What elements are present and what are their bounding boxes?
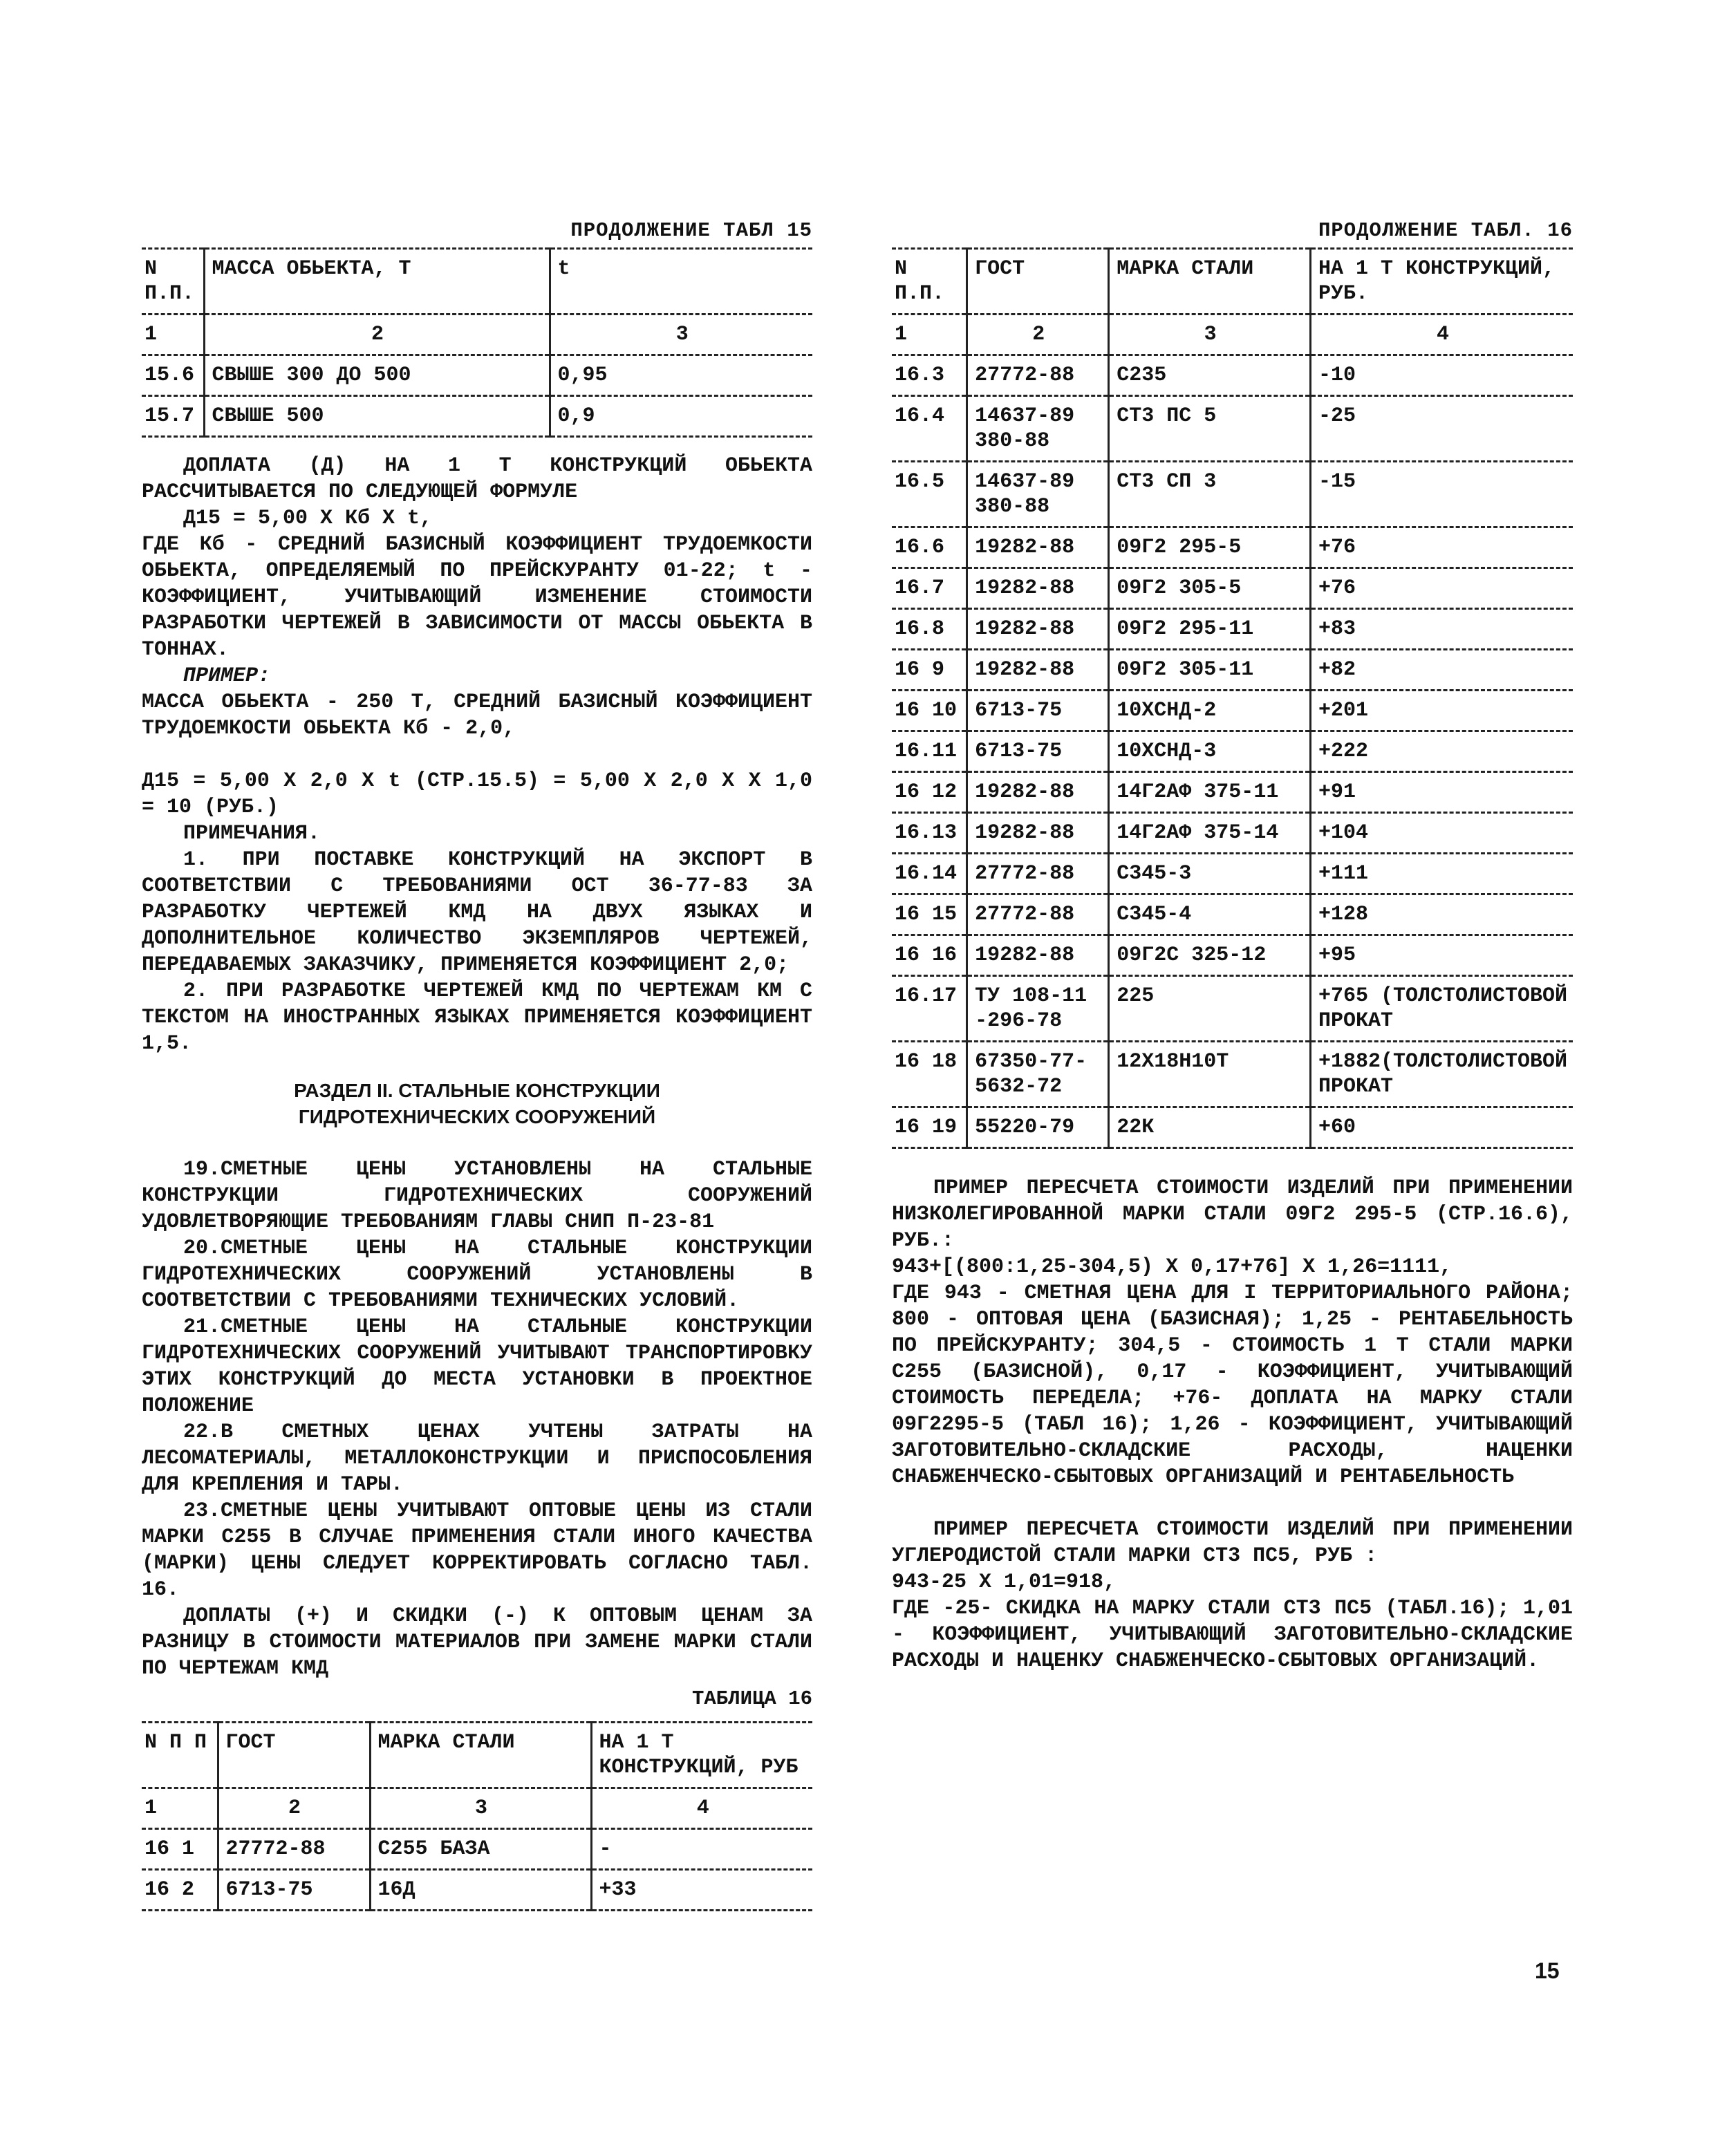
cell: -25: [1310, 396, 1573, 462]
table-row: [892, 462, 1573, 527]
header-cell: N П.П.: [892, 249, 967, 315]
cell: 09Г2 305-5: [1109, 568, 1311, 609]
table-row: [892, 731, 1573, 772]
cell: 19282-88: [967, 650, 1109, 691]
cell: +222: [1310, 731, 1573, 772]
cell: 19282-88: [967, 568, 1109, 609]
table-16-start: [142, 1721, 812, 1911]
table-row: [892, 976, 1573, 1042]
page-number: 15: [1535, 1958, 1560, 1983]
surcharge-paragraph: ДОПЛАТА (Д) НА 1 Т КОНСТРУКЦИЙ ОБЬЕКТА РАССЧИТЫВАЕТСЯ ПО СЛЕДУЮЩЕЙ ФОРМУЛЕ: [142, 454, 812, 504]
table-row: [892, 355, 1573, 396]
cell: 09Г2 295-11: [1109, 609, 1311, 650]
column-number: 1: [142, 1788, 218, 1829]
note-1: 1. ПРИ ПОСТАВКЕ КОНСТРУКЦИЙ НА ЭКСПОРТ В СООТВЕТСТВИИ С ТРЕБОВАНИЯМИ ОСТ 36-77-83 ЗА РАЗРАБОТКУ ЧЕРТЕЖЕЙ КМД НА ДВУХ ЯЗЫКАХ И ДОПОЛНИТЕЛЬНОЕ КОЛИЧЕСТВО ЭКЗЕМПЛЯРОВ ЧЕРТЕЖЕЙ, ПЕРЕДАВАЕМЫХ ЗАКАЗЧИКУ, ПРИМЕНЯЕТСЯ КОЭФФИЦИЕНТ 2,0;: [142, 848, 812, 977]
cell: 19282-88: [967, 609, 1109, 650]
cell: 10ХСНД-3: [1109, 731, 1311, 772]
notes-label: ПРИМЕЧАНИЯ.: [183, 822, 321, 845]
formula-2: Д15 = 5,00 Х 2,0 Х t (СТР.15.5) = 5,00 Х 2,0 Х Х 1,0 = 10 (РУБ.): [142, 769, 812, 819]
left-column: [142, 214, 812, 1911]
cell: 16 1: [142, 1829, 218, 1870]
right-column: [892, 214, 1573, 1674]
cell: +111: [1310, 854, 1573, 894]
paragraph-23: 23.СМЕТНЫЕ ЦЕНЫ УЧИТЫВАЮТ ОПТОВЫЕ ЦЕНЫ ИЗ СТАЛИ МАРКИ С255 В СЛУЧАЕ ПРИМЕНЕНИЯ СТАЛИ ИНОГО КАЧЕСТВА (МАРКИ) ЦЕНЫ СЛЕДУЕТ КОРРЕКТИРОВАТЬ СОГЛАСНО ТАБЛ. 16.: [142, 1499, 812, 1602]
cell: 16.6: [892, 527, 967, 568]
cell: 16 19: [892, 1107, 967, 1148]
cell: 16.8: [892, 609, 967, 650]
paragraph-21: 21.СМЕТНЫЕ ЦЕНЫ НА СТАЛЬНЫЕ КОНСТРУКЦИИ ГИДРОТЕХНИЧЕСКИХ СООРУЖЕНИЙ УЧИТЫВАЮТ ТРАНСПОРТИРОВКУ ЭТИХ КОНСТРУКЦИЙ ДО МЕСТА УСТАНОВКИ В ПРОЕКТНОЕ ПОЛОЖЕНИЕ: [142, 1315, 812, 1418]
cell: +91: [1310, 772, 1573, 813]
paragraph-22: 22.В СМЕТНЫХ ЦЕНАХ УЧТЕНЫ ЗАТРАТЫ НА ЛЕСОМАТЕРИАЛЫ, МЕТАЛЛОКОНСТРУКЦИИ И ПРИСПОСОБЛЕНИЯ ДЛЯ КРЕПЛЕНИЯ И ТАРЫ.: [142, 1421, 812, 1497]
cell: +82: [1310, 650, 1573, 691]
table-row: [142, 396, 812, 437]
column-number: 4: [591, 1788, 812, 1829]
cell: 6713-75: [218, 1870, 370, 1911]
column-number: 2: [204, 315, 550, 355]
cell: 12Х18Н10Т: [1109, 1042, 1311, 1107]
table-row: [892, 396, 1573, 462]
column-number: 2: [218, 1788, 370, 1829]
cell: 16 18: [892, 1042, 967, 1107]
cell: -10: [1310, 355, 1573, 396]
cell: 16.17: [892, 976, 967, 1042]
cell: С345-3: [1109, 854, 1311, 894]
table-row: [892, 772, 1573, 813]
cell: 16Д: [370, 1870, 591, 1911]
note-2: 2. ПРИ РАЗРАБОТКЕ ЧЕРТЕЖЕЙ КМД ПО ЧЕРТЕЖАМ КМ С ТЕКСТОМ НА ИНОСТРАННЫХ ЯЗЫКАХ ПРИМЕНЯЕТСЯ КОЭФФИЦИЕНТ 1,5.: [142, 979, 812, 1056]
table-row: [892, 568, 1573, 609]
cell: 6713-75: [967, 731, 1109, 772]
cell: 19282-88: [967, 772, 1109, 813]
cell: 16.4: [892, 396, 967, 462]
table-body: [892, 355, 1573, 1148]
cell: СВЫШЕ 500: [204, 396, 550, 437]
example-2-formula: 943-25 Х 1,01=918,: [892, 1571, 1117, 1594]
header-cell: t: [550, 249, 812, 315]
header-cell: ГОСТ: [218, 1723, 370, 1788]
header-cell: N П.П.: [142, 249, 204, 315]
table-header-row: [142, 1723, 812, 1788]
cell: +76: [1310, 568, 1573, 609]
header-cell: ГОСТ: [967, 249, 1109, 315]
table-row: [892, 691, 1573, 731]
cell: +201: [1310, 691, 1573, 731]
section-title: [142, 1078, 812, 1130]
cell: СТ3 СП 3: [1109, 462, 1311, 527]
cell: 16 10: [892, 691, 967, 731]
section-title-line-2: ГИДРОТЕХНИЧЕСКИХ СООРУЖЕНИЙ: [298, 1106, 656, 1127]
cell: -: [591, 1829, 812, 1870]
cell: +60: [1310, 1107, 1573, 1148]
table16-label: ТАБЛИЦА 16: [691, 1687, 812, 1710]
cell: 14Г2АФ 375-11: [1109, 772, 1311, 813]
example-2-where: ГДЕ -25- СКИДКА НА МАРКУ СТАЛИ СТ3 ПС5 (ТАБЛ.16); 1,01 - КОЭФФИЦИЕНТ, УЧИТЫВАЮЩИЙ ЗАГОТОВИТЕЛЬНО-СКЛАДСКИЕ РАСХОДЫ И НАЦЕНКУ СНАБЖЕНЧЕСКО-СБЫТОВЫХ ОРГАНИЗАЦИЙ.: [892, 1597, 1573, 1673]
cell: 14Г2АФ 375-14: [1109, 813, 1311, 854]
cell: 0,95: [550, 355, 812, 396]
table-header-row: [892, 249, 1573, 315]
table-row: [892, 935, 1573, 976]
table-row: [892, 813, 1573, 854]
header-cell: МАРКА СТАЛИ: [370, 1723, 591, 1788]
cell: 14637-89 380-88: [967, 396, 1109, 462]
paragraph-19: 19.СМЕТНЫЕ ЦЕНЫ УСТАНОВЛЕНЫ НА СТАЛЬНЫЕ КОНСТРУКЦИИ ГИДРОТЕХНИЧЕСКИХ СООРУЖЕНИЙ УДОВЛЕТВОРЯЮЩИЕ ТРЕБОВАНИЯМ ГЛАВЫ СНИП П-23-81: [142, 1158, 812, 1234]
cell: ТУ 108-11 -296-78: [967, 976, 1109, 1042]
cell: 27772-88: [967, 854, 1109, 894]
cell: +95: [1310, 935, 1573, 976]
cell: 19282-88: [967, 813, 1109, 854]
column-number: 3: [370, 1788, 591, 1829]
column-number-row: [892, 315, 1573, 355]
cell: 0,9: [550, 396, 812, 437]
example-1-formula: 943+[(800:1,25-304,5) Х 0,17+76] Х 1,26=1111,: [892, 1255, 1453, 1279]
cell: С345-4: [1109, 894, 1311, 935]
cell: 14637-89 380-88: [967, 462, 1109, 527]
cell: 27772-88: [218, 1829, 370, 1870]
cell: 22К: [1109, 1107, 1311, 1148]
cell: 15.6: [142, 355, 204, 396]
example-2: ПРИМЕР ПЕРЕСЧЕТА СТОИМОСТИ ИЗДЕЛИЙ ПРИ ПРИМЕНЕНИИ УГЛЕРОДИСТОЙ СТАЛИ МАРКИ СТ3 ПС5, РУБ :: [892, 1518, 1573, 1568]
example-text: МАССА ОБЬЕКТА - 250 Т, СРЕДНИЙ БАЗИСНЫЙ КОЭФФИЦИЕНТ ТРУДОЕМКОСТИ ОБЬЕКТА Кб - 2,0,: [142, 691, 812, 740]
column-number: 1: [892, 315, 967, 355]
cell: 27772-88: [967, 355, 1109, 396]
table-15: [142, 247, 812, 438]
cell: 15.7: [142, 396, 204, 437]
cell: 16 9: [892, 650, 967, 691]
column-number: 1: [142, 315, 204, 355]
table-row: [142, 1870, 812, 1911]
header-cell: НА 1 Т КОНСТРУКЦИЙ, РУБ.: [1310, 249, 1573, 315]
cell: 10ХСНД-2: [1109, 691, 1311, 731]
table-row: [892, 1107, 1573, 1148]
cell: +33: [591, 1870, 812, 1911]
cell: 225: [1109, 976, 1311, 1042]
cell: 09Г2С 325-12: [1109, 935, 1311, 976]
header-cell: N П П: [142, 1723, 218, 1788]
paragraph-20: 20.СМЕТНЫЕ ЦЕНЫ НА СТАЛЬНЫЕ КОНСТРУКЦИИ ГИДРОТЕХНИЧЕСКИХ СООРУЖЕНИЙ УСТАНОВЛЕНЫ В СООТВЕТСТВИИ С ТРЕБОВАНИЯМИ ТЕХНИЧЕСКИХ УСЛОВИЙ.: [142, 1237, 812, 1313]
cell: 16 12: [892, 772, 967, 813]
column-number: 4: [1310, 315, 1573, 355]
cell: 67350-77- 5632-72: [967, 1042, 1109, 1107]
table-row: [892, 609, 1573, 650]
table15-caption: ПРОДОЛЖЕНИЕ ТАБЛ 15: [570, 219, 812, 242]
column-number: 3: [550, 315, 812, 355]
cell: 16.5: [892, 462, 967, 527]
cell: 16 16: [892, 935, 967, 976]
header-cell: МАССА ОБЬЕКТА, Т: [204, 249, 550, 315]
cell: 27772-88: [967, 894, 1109, 935]
cell: С255 БАЗА: [370, 1829, 591, 1870]
table-row: [142, 355, 812, 396]
table16-continued-caption: ПРОДОЛЖЕНИЕ ТАБЛ. 16: [1318, 219, 1573, 242]
header-cell: НА 1 Т КОНСТРУКЦИЙ, РУБ: [591, 1723, 812, 1788]
cell: С235: [1109, 355, 1311, 396]
cell: +76: [1310, 527, 1573, 568]
table-row: [892, 650, 1573, 691]
table-16-continued: [892, 247, 1573, 1149]
cell: 55220-79: [967, 1107, 1109, 1148]
cell: +104: [1310, 813, 1573, 854]
cell: 09Г2 295-5: [1109, 527, 1311, 568]
cell: СВЫШЕ 300 ДО 500: [204, 355, 550, 396]
table-row: [892, 854, 1573, 894]
column-number-row: [142, 1788, 812, 1829]
example-1: ПРИМЕР ПЕРЕСЧЕТА СТОИМОСТИ ИЗДЕЛИЙ ПРИ ПРИМЕНЕНИИ НИЗКОЛЕГИРОВАННОЙ МАРКИ СТАЛИ 09Г2 295-5 (СТР.16.6), РУБ.:: [892, 1177, 1573, 1253]
table-row: [892, 527, 1573, 568]
cell: СТ3 ПС 5: [1109, 396, 1311, 462]
surcharges-discounts-paragraph: ДОПЛАТЫ (+) И СКИДКИ (-) К ОПТОВЫМ ЦЕНАМ ЗА РАЗНИЦУ В СТОИМОСТИ МАТЕРИАЛОВ ПРИ ЗАМЕНЕ МАРКИ СТАЛИ ПО ЧЕРТЕЖАМ КМД: [142, 1604, 812, 1680]
example-1-where: ГДЕ 943 - СМЕТНАЯ ЦЕНА ДЛЯ I ТЕРРИТОРИАЛЬНОГО РАЙОНА; 800 - ОПТОВАЯ ЦЕНА (БАЗИСНАЯ); 1,25 - РЕНТАБЕЛЬНОСТЬ ПО ПРЕЙСКУРАНТУ; 304,5 - СТОИМОСТЬ 1 Т СТАЛИ МАРКИ С255 (БАЗИСНОЙ), 0,17 - КОЭФФИЦИЕНТ, УЧИТЫВАЮЩИЙ СТОИМОСТЬ ПЕРЕДЕЛА; +76- ДОПЛАТА НА МАРКУ СТАЛИ 09Г2295-5 (ТАБЛ 16); 1,26 - КОЭФФИЦИЕНТ, УЧИТЫВАЮЩИЙ ЗАГОТОВИТЕЛЬНО-СКЛАДСКИЕ РАСХОДЫ, НАЦЕНКИ СНАБЖЕНЧЕСКО-СБЫТОВЫХ ОРГАНИЗАЦИЙ И РЕНТАБЕЛЬНОСТЬ: [892, 1282, 1573, 1489]
where-paragraph: ГДЕ Кб - СРЕДНИЙ БАЗИСНЫЙ КОЭФФИЦИЕНТ ТРУДОЕМКОСТИ ОБЬЕКТА, ОПРЕДЕЛЯЕМЫЙ ПО ПРЕЙСКУРАНТУ 01-22; t - КОЭФФИЦИЕНТ, УЧИТЫВАЮЩИЙ ИЗМЕНЕНИЕ СТОИМОСТИ РАЗРАБОТКИ ЧЕРТЕЖЕЙ В ЗАВИСИМОСТИ ОТ МАССЫ ОБЬЕКТА В ТОННАХ.: [142, 533, 812, 662]
cell: +1882(ТОЛСТОЛИСТОВОЙ ПРОКАТ: [1310, 1042, 1573, 1107]
table-row: [892, 894, 1573, 935]
example-label: ПРИМЕР:: [183, 664, 271, 688]
column-number-row: [142, 315, 812, 355]
cell: 16.3: [892, 355, 967, 396]
column-number: 3: [1109, 315, 1311, 355]
cell: 16 15: [892, 894, 967, 935]
cell: 6713-75: [967, 691, 1109, 731]
cell: 19282-88: [967, 527, 1109, 568]
cell: 09Г2 305-11: [1109, 650, 1311, 691]
table-row: [892, 1042, 1573, 1107]
section-title-line-1: РАЗДЕЛ II. СТАЛЬНЫЕ КОНСТРУКЦИИ: [294, 1080, 660, 1101]
cell: 16.7: [892, 568, 967, 609]
cell: 19282-88: [967, 935, 1109, 976]
table-row: [142, 1829, 812, 1870]
cell: +765 (ТОЛСТОЛИСТОВОЙ ПРОКАТ: [1310, 976, 1573, 1042]
cell: 16.14: [892, 854, 967, 894]
cell: +128: [1310, 894, 1573, 935]
table-header-row: [142, 249, 812, 315]
cell: +83: [1310, 609, 1573, 650]
formula-1: Д15 = 5,00 Х Кб Х t,: [183, 507, 433, 530]
cell: -15: [1310, 462, 1573, 527]
cell: 16.13: [892, 813, 967, 854]
cell: 16 2: [142, 1870, 218, 1911]
header-cell: МАРКА СТАЛИ: [1109, 249, 1311, 315]
column-number: 2: [967, 315, 1109, 355]
cell: 16.11: [892, 731, 967, 772]
